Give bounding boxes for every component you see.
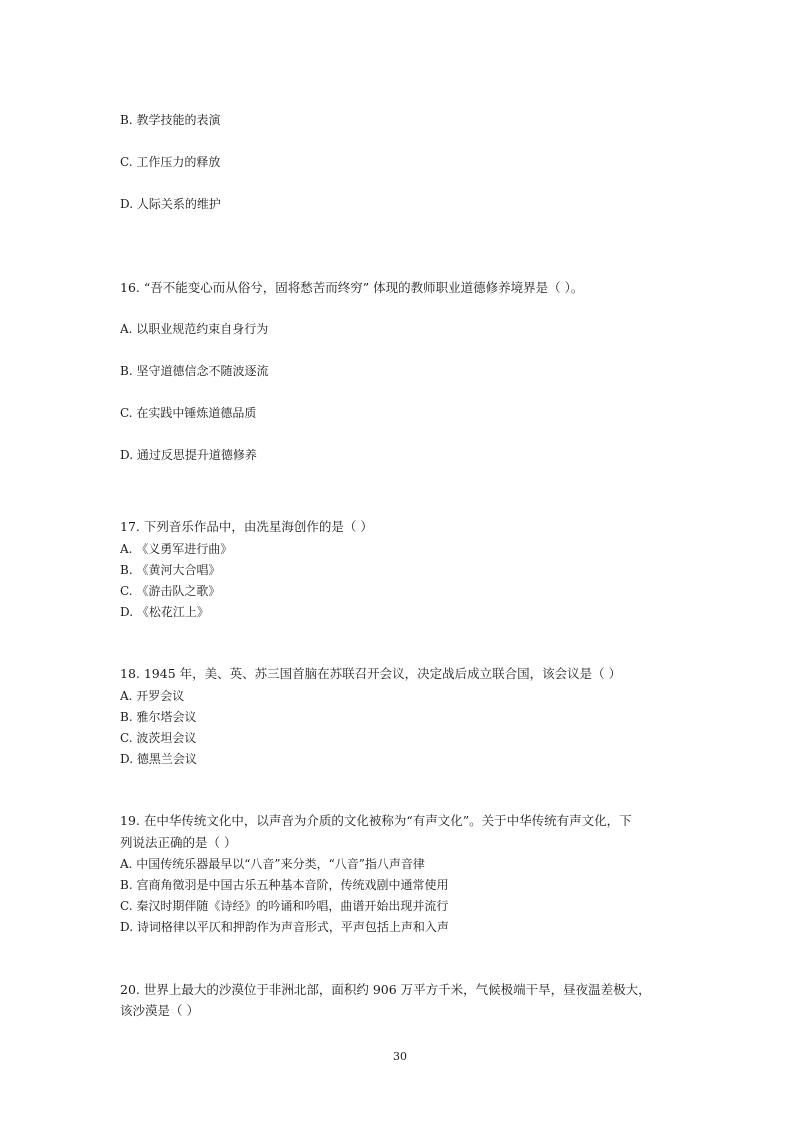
q17-stem: 17. 下列音乐作品中，由冼星海创作的是（ ） (120, 519, 373, 534)
q18-option-a: A. 开罗会议 (120, 689, 185, 703)
q19-stem-line1: 19. 在中华传统文化中，以声音为介质的文化被称为“有声文化”。关于中华传统有声文化，下 (120, 813, 632, 828)
q16-option-d: D. 通过反思提升道德修养 (120, 448, 257, 462)
q15-option-c: C. 工作压力的释放 (120, 155, 221, 169)
q17-option-a: A. 《义勇军进行曲》 (120, 542, 233, 556)
q15-option-b: B. 教学技能的表演 (120, 113, 221, 127)
q16-option-a: A. 以职业规范约束自身行为 (120, 322, 269, 336)
q19-option-b: B. 宫商角徵羽是中国古乐五种基本音阶，传统戏剧中通常使用 (120, 878, 449, 892)
q19-stem-line2: 列说法正确的是（ ） (120, 835, 237, 850)
q18-option-c: C. 波茨坦会议 (120, 731, 197, 745)
q17-option-c: C. 《游击队之歌》 (120, 584, 221, 598)
q19-option-a: A. 中国传统乐器最早以“八音”来分类，“八音”指八声音律 (120, 857, 425, 871)
q19-option-c: C. 秦汉时期伴随《诗经》的吟诵和吟唱，曲谱开始出现并流行 (120, 899, 449, 913)
q15-option-d: D. 人际关系的维护 (120, 197, 221, 211)
q16-option-c: C. 在实践中锤炼道德品质 (120, 406, 257, 420)
q18-stem: 18. 1945 年，美、英、苏三国首脑在苏联召开会议，决定战后成立联合国，该会议是（ ） (120, 666, 622, 681)
q17-option-d: D. 《松花江上》 (120, 605, 209, 619)
q16-stem: 16. “吾不能变心而从俗兮，固将愁苦而终穷” 体现的教师职业道德修养境界是（ ）。 (120, 280, 584, 295)
q19-option-d: D. 诗词格律以平仄和押韵作为声音形式，平声包括上声和入声 (120, 920, 449, 934)
q20-stem-line1: 20. 世界上最大的沙漠位于非洲北部，面积约 906 万平方千米，气候极端干旱，昼夜温差极大， (120, 982, 651, 997)
q17-option-b: B. 《黄河大合唱》 (120, 563, 221, 577)
q18-option-d: D. 德黑兰会议 (120, 752, 197, 766)
q18-option-b: B. 雅尔塔会议 (120, 710, 197, 724)
q16-option-b: B. 坚守道德信念不随波逐流 (120, 364, 269, 378)
page-number: 30 (393, 1050, 407, 1063)
q20-stem-line2: 该沙漠是（ ） (120, 1003, 199, 1018)
